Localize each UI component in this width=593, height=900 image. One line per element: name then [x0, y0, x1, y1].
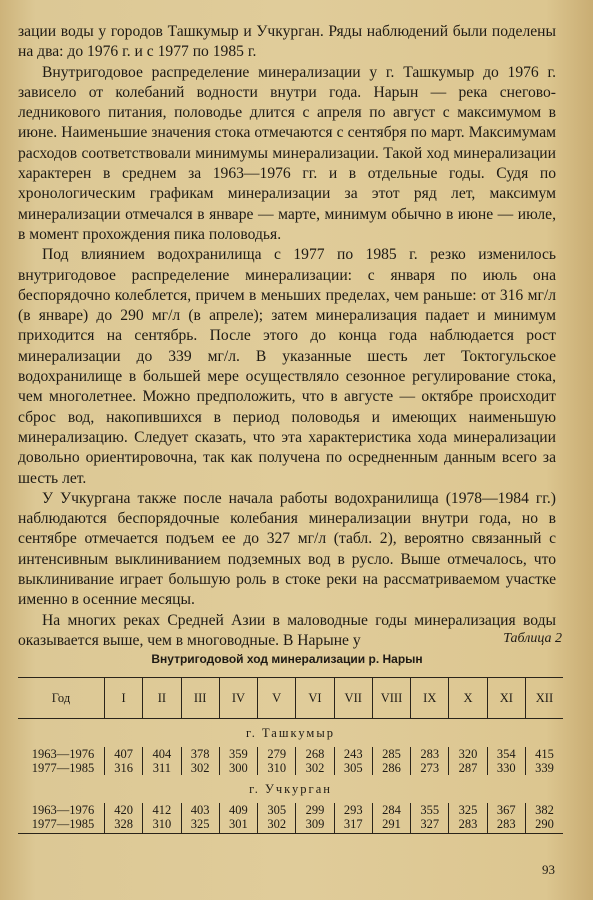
value-cell: 404	[143, 747, 181, 761]
value-cell: 339	[525, 761, 563, 775]
month-header: VIII	[372, 678, 410, 719]
period-cell: 1977—1985	[18, 817, 105, 834]
value-cell: 382	[525, 803, 563, 817]
value-cell: 283	[487, 817, 525, 834]
paragraph: На многих реках Средней Азии в маловодные годы минерализация воды оказывается выше, чем в многоводные. В Нарыне у	[18, 611, 556, 649]
value-cell: 309	[296, 817, 334, 834]
page-number: 93	[542, 862, 555, 877]
value-cell: 283	[449, 817, 487, 834]
period-cell: 1963—1976	[31, 803, 95, 817]
value-cell: 293	[334, 803, 372, 817]
value-cell: 310	[258, 761, 296, 775]
station-group-row	[18, 775, 563, 803]
station-group-row	[18, 719, 563, 748]
value-cell: 287	[449, 761, 487, 775]
value-cell: 279	[258, 747, 296, 761]
value-cell: 305	[334, 761, 372, 775]
value-cell: 300	[219, 761, 257, 775]
paragraph: Под влиянием водохранилища с 1977 по 1985 г. резко изменилось внутригодовое распределение минерализации: с января по июль она беспорядочно колеблется, причем в меньших пределах, чем раньше: от 316 мг/л (в январе) до 290 мг/л (в апреле); затем минерализация падает и минимум приходится на сентябрь. После этого до конца года наблюдается рост минерализации до 339 мг/л. В указанные шесть лет Токтогульское водохранилище в большей мере осуществляло сезонное регулирование стока, чем многолетнее. Можно предположить, что в августе — октябре происходит сброс вод, накопившихся в период половодья и имеющих наименьшую минерализацию. Следует сказать, что эта характеристика хода минерализации довольно ориентировочна, так как получена по осредненным данным всего за шесть лет.	[18, 246, 556, 487]
body-text	[18, 22, 556, 651]
value-cell: 316	[105, 761, 143, 775]
value-cell: 290	[525, 817, 563, 834]
value-cell: 299	[296, 803, 334, 817]
value-cell: 311	[143, 761, 181, 775]
month-header: I	[105, 678, 143, 719]
mineralization-table	[18, 677, 563, 834]
value-cell: 273	[411, 761, 449, 775]
value-cell: 320	[449, 747, 487, 761]
table-row	[18, 761, 563, 775]
table-row	[18, 747, 563, 761]
month-header: IX	[411, 678, 449, 719]
month-header: IV	[219, 678, 257, 719]
value-cell: 317	[334, 817, 372, 834]
month-header: X	[449, 678, 487, 719]
value-cell: 302	[181, 761, 219, 775]
table-label: Таблица 2	[503, 631, 562, 646]
value-cell: 291	[372, 817, 410, 834]
value-cell: 310	[143, 817, 181, 834]
value-cell: 325	[449, 803, 487, 817]
month-header: VII	[334, 678, 372, 719]
value-cell: 354	[487, 747, 525, 761]
value-cell: 286	[372, 761, 410, 775]
value-cell: 407	[105, 747, 143, 761]
value-cell: 409	[219, 803, 257, 817]
table-title: Внутригодовой ход минерализации р. Нарын	[151, 652, 423, 666]
value-cell: 330	[487, 761, 525, 775]
month-header: III	[181, 678, 219, 719]
value-cell: 415	[525, 747, 563, 761]
period-cell: 1963—1976	[31, 747, 95, 761]
value-cell: 243	[334, 747, 372, 761]
table-row	[18, 817, 563, 834]
value-cell: 367	[487, 803, 525, 817]
month-header: XI	[487, 678, 525, 719]
paragraph: У Учкургана также после начала работы водохранилища (1978—1984 гг.) наблюдаются беспорядочные колебания минерализации внутри года, но в сентябре отмечается подъем ее до 327 мг/л (табл. 2), вероятно связанный с интенсивным выклиниванием подземных вод в русло. Выше отмечалось, что выклинивание играет большую роль в стоке реки на рассматриваемом участке именно в осенние месяцы.	[18, 489, 556, 609]
month-header: II	[143, 678, 181, 719]
month-header: XII	[525, 678, 563, 719]
value-cell: 327	[411, 817, 449, 834]
value-cell: 412	[143, 803, 181, 817]
value-cell: 359	[219, 747, 257, 761]
table-header-row	[18, 678, 563, 719]
paragraph: зации воды у городов Ташкумыр и Учкурган. Ряды наблюдений были поделены на два: до 1976 г. и с 1977 по 1985 г.	[18, 23, 556, 61]
period-cell: 1977—1985	[31, 761, 95, 775]
value-cell: 284	[372, 803, 410, 817]
value-cell: 420	[105, 803, 143, 817]
year-header: Год	[18, 678, 105, 719]
value-cell: 305	[258, 803, 296, 817]
value-cell: 285	[372, 747, 410, 761]
value-cell: 268	[296, 747, 334, 761]
value-cell: 283	[411, 747, 449, 761]
value-cell: 302	[258, 817, 296, 834]
value-cell: 403	[181, 803, 219, 817]
value-cell: 301	[219, 817, 257, 834]
station-name: г. Ташкумыр	[245, 726, 335, 740]
value-cell: 325	[181, 817, 219, 834]
month-header: VI	[296, 678, 334, 719]
value-cell: 302	[296, 761, 334, 775]
table-row	[18, 803, 563, 817]
month-header: V	[258, 678, 296, 719]
value-cell: 378	[181, 747, 219, 761]
station-name: г. Учкурган	[249, 782, 332, 796]
value-cell: 328	[105, 817, 143, 834]
value-cell: 355	[411, 803, 449, 817]
paragraph: Внутригодовое распределение минерализации у г. Ташкумыр до 1976 г. зависело от колебаний водности внутри года. Нарын — река снегово-ледникового питания, половодье длится с апреля по август с максимумом в июне. Наименьшие значения стока отмечаются с сентября по март. Максимумам расходов соответствовали минимумы минерализации. Такой ход минерализации характерен в среднем за 1963—1976 гг. и в отдельные годы. Судя по хронологическим графикам минерализации за этот ряд лет, максимум минерализации отмечался в январе — марте, минимум обычно в июне — июле, в момент прохождения пика половодья.	[18, 63, 556, 243]
